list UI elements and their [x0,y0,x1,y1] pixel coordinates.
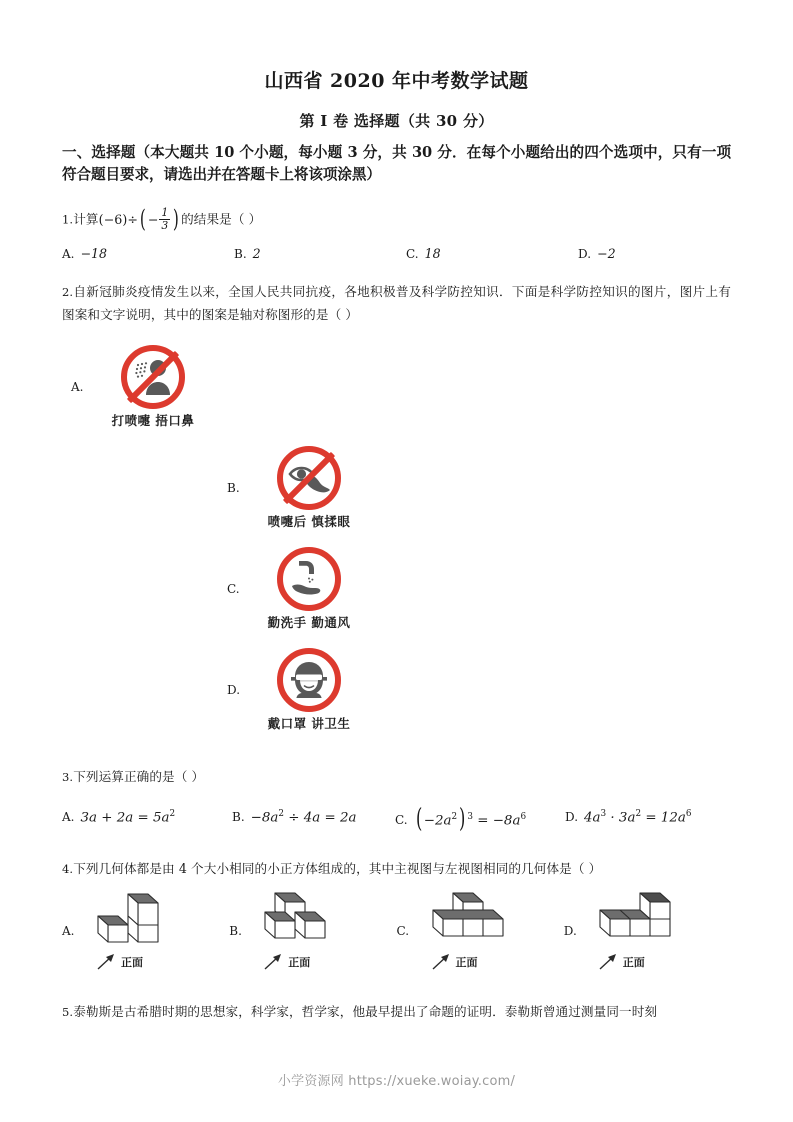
question-4-option-b[interactable] [229,890,396,971]
paper-subtitle: 第 I 卷 选择题（共 30 分） [299,112,494,130]
question-1-option-d[interactable] [578,246,616,261]
front-label: 正面 [121,956,143,970]
fraction-one-third [159,207,170,231]
section-heading: 一、选择题（本大题共 10 个小题，每小题 3 分，共 30 分．在每个小题给出的四个选项中，只有一项符合题目要求，请选出并在答题卡上将该项涂黑） [62,144,731,184]
t-shaped-solid [417,890,517,952]
page-title: 山西省 2020 年中考数学试题 [264,70,529,92]
option-label: D. [563,923,577,938]
front-label: 正面 [622,956,645,970]
l-shaped-solid [249,890,341,952]
watermark: 小学资源网 https://xueke.woiay.com/ [277,1074,516,1089]
question-2-option-b[interactable] [62,437,731,538]
question-4-options [62,880,731,971]
option-expression: $-8a^2 \div 4a = 2a$ [250,808,357,825]
question-2-option-d[interactable] [62,639,731,740]
question-4-number: 4. [62,862,74,877]
option-label: C. [406,247,419,262]
option-caption: 戴口罩 讲卫生 [267,715,351,731]
question-1-option-b[interactable] [234,246,406,261]
stair-two-step-solid [82,890,174,952]
front-label: 正面 [288,956,311,970]
question-2-options [62,326,731,740]
question-3-text: 下列运算正确的是（ ） [73,769,205,785]
question-4-option-c[interactable] [397,890,564,971]
question-2-number: 2. [62,285,74,300]
question-2-option-c[interactable] [62,538,731,639]
question-5-text: 泰勒斯是古希腊时期的思想家，科学家，哲学家，他最早提出了命题的证明．泰勒斯曾通过测量同一时刻 [73,1004,658,1020]
option-pictogram-block [249,547,369,631]
arrow-icon [96,953,118,971]
front-view-marker [82,953,143,971]
option-value: 18 [424,246,441,262]
option-figure-wrap [249,890,341,971]
no-sneeze-cover-nose-icon [121,345,185,409]
option-value: −2 [597,246,616,262]
option-expression: $3a + 2a = 5a^2$ [80,808,176,825]
question-3-option-b[interactable] [232,809,395,833]
question-3-option-c[interactable] [395,803,565,834]
right-paren: ) [173,204,180,234]
question-1-text-after: 的结果是（ ） [181,211,262,227]
option-expression: $4a^3 \cdot 3a^2 = 12a^6$ [584,808,692,825]
question-2-text: 自新冠肺炎疫情发生以来，全国人民共同抗疫，各地积极普及科学防控知识．下面是科学防控知识的图片，图片上有图案和文字说明，其中的图案是轴对称图形的是（ ） [62,284,731,322]
question-1-options [62,232,731,261]
front-view-marker [249,953,310,971]
question-1-text-before: 计算 [73,211,99,227]
question-4-option-d[interactable] [564,890,731,971]
question-3-option-d[interactable] [565,809,691,833]
option-pictogram-block [93,345,213,429]
wear-mask-icon [277,648,341,712]
question-1-expr-lead: (−6)÷ [98,211,139,227]
question-4-stem [62,832,731,880]
question-2-stem [62,261,731,326]
question-2-option-a[interactable] [62,336,731,437]
front-view-marker [584,953,645,971]
option-figure-wrap [417,890,517,971]
front-view-marker [417,953,478,971]
option-label: B. [234,247,247,262]
question-3-options [62,789,731,833]
front-label: 正面 [455,956,478,970]
option-label: A. [71,379,84,394]
question-1-expression [98,204,181,234]
option-figure-wrap [584,890,684,971]
option-expression: ( $-2a^2$) $^3 = -8a^6$ [415,803,527,834]
option-label: B. [227,480,240,495]
question-3-option-a[interactable] [62,809,232,833]
question-5-number: 5. [62,1005,74,1020]
left-paren: ( [139,204,146,234]
option-label: A. [62,923,75,938]
no-rub-eyes-icon [277,446,341,510]
option-label: D. [578,247,592,262]
option-label: B. [232,810,245,824]
option-pictogram-block [249,446,369,530]
option-value: 2 [252,246,261,262]
question-1-stem [62,186,731,232]
option-label: D. [565,810,579,824]
option-label: B. [229,923,242,938]
question-1-option-a[interactable] [62,246,234,261]
arrow-icon [431,953,453,971]
option-caption: 勤洗手 勤通风 [267,614,351,630]
option-label: D. [227,682,241,697]
circle-ring [277,648,341,712]
option-label: C. [227,581,240,596]
question-1-option-c[interactable] [406,246,578,261]
minus-sign: − [147,211,159,227]
question-1-number: 1. [62,212,74,227]
question-3-stem [62,740,731,788]
fraction-denominator: 3 [161,218,169,232]
option-label: C. [396,923,410,938]
fraction-numerator: 1 [161,206,169,220]
option-figure-wrap [82,890,174,971]
question-4-option-a[interactable] [62,890,229,971]
question-3-number: 3. [62,770,74,785]
option-label: A. [62,247,75,262]
row-with-stack-solid [584,890,684,952]
wash-hands-icon [277,547,341,611]
question-4-text: 下列几何体都是由 4 个大小相同的小正方体组成的，其中主视图与左视图相同的几何体是（ ） [73,861,602,877]
option-value: −18 [80,246,108,262]
option-caption: 打喷嚏 捂口鼻 [111,412,195,428]
option-label: A. [62,810,75,824]
arrow-icon [263,953,285,971]
option-pictogram-block [249,648,369,732]
option-caption: 喷嚏后 慎揉眼 [267,513,351,529]
question-5-stem [62,971,731,1023]
circle-ring [277,547,341,611]
arrow-icon [598,953,620,971]
option-label: C. [395,812,408,827]
